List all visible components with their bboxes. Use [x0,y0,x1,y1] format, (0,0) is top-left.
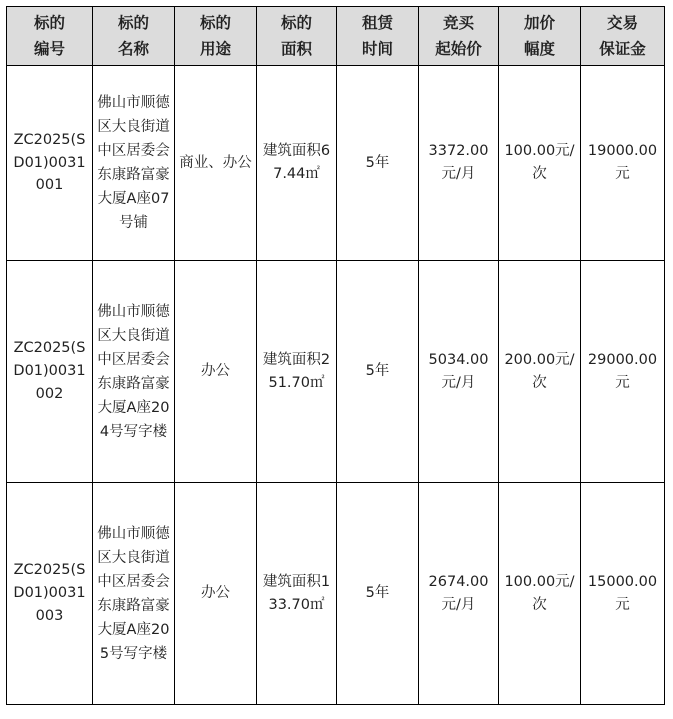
start-price-cell: 2674.00元/月 [419,483,499,705]
start-price-cell: 3372.00元/月 [419,66,499,261]
lot-area-cell: 建筑面积133.70㎡ [257,483,337,705]
header-line: 标的 [199,13,231,32]
table-row [7,261,665,483]
header-row [7,7,665,66]
lot-area-cell: 建筑面积67.44㎡ [257,66,337,261]
lot-name-cell: 佛山市顺德区大良街道中区居委会东康路富豪大厦A座205号写字楼 [93,483,175,705]
header-deposit [581,7,665,66]
header-line: 编号 [33,39,65,58]
lot-usage-cell: 办公 [175,261,257,483]
header-line: 面积 [280,39,312,58]
header-line: 标的 [280,13,312,32]
header-line: 标的 [117,13,149,32]
auction-lot-table [6,6,665,705]
increment-cell: 100.00元/次 [499,483,581,705]
header-lot-name [93,7,175,66]
deposit-cell: 15000.00元 [581,483,665,705]
lease-term-cell: 5年 [337,261,419,483]
lease-term-cell: 5年 [337,483,419,705]
lot-area-cell: 建筑面积251.70㎡ [257,261,337,483]
lot-code-cell: ZC2025(SD01)0031002 [7,261,93,483]
lot-name-cell: 佛山市顺德区大良街道中区居委会东康路富豪大厦A座204号写字楼 [93,261,175,483]
increment-cell: 100.00元/次 [499,66,581,261]
header-line: 交易 [606,13,638,32]
increment-cell: 200.00元/次 [499,261,581,483]
table-row [7,483,665,705]
header-line: 用途 [199,39,231,58]
header-line: 加价 [523,13,555,32]
deposit-cell: 29000.00元 [581,261,665,483]
header-lot-code [7,7,93,66]
lot-usage-cell: 商业、办公 [175,66,257,261]
lease-term-cell: 5年 [337,66,419,261]
header-lease-term [337,7,419,66]
header-line: 名称 [117,39,149,58]
start-price-cell: 5034.00元/月 [419,261,499,483]
lot-name-cell: 佛山市顺德区大良街道中区居委会东康路富豪大厦A座07号铺 [93,66,175,261]
header-line: 租赁 [361,13,393,32]
header-line: 起始价 [435,39,482,58]
table-row [7,66,665,261]
header-line: 保证金 [599,39,646,58]
header-increment [499,7,581,66]
header-lot-area [257,7,337,66]
lot-code-cell: ZC2025(SD01)0031003 [7,483,93,705]
lot-code-cell: ZC2025(SD01)0031001 [7,66,93,261]
deposit-cell: 19000.00元 [581,66,665,261]
header-line: 时间 [361,39,393,58]
header-line: 竞买 [442,13,474,32]
lot-usage-cell: 办公 [175,483,257,705]
header-lot-usage [175,7,257,66]
header-line: 幅度 [523,39,555,58]
header-line: 标的 [33,13,65,32]
header-start-price [419,7,499,66]
